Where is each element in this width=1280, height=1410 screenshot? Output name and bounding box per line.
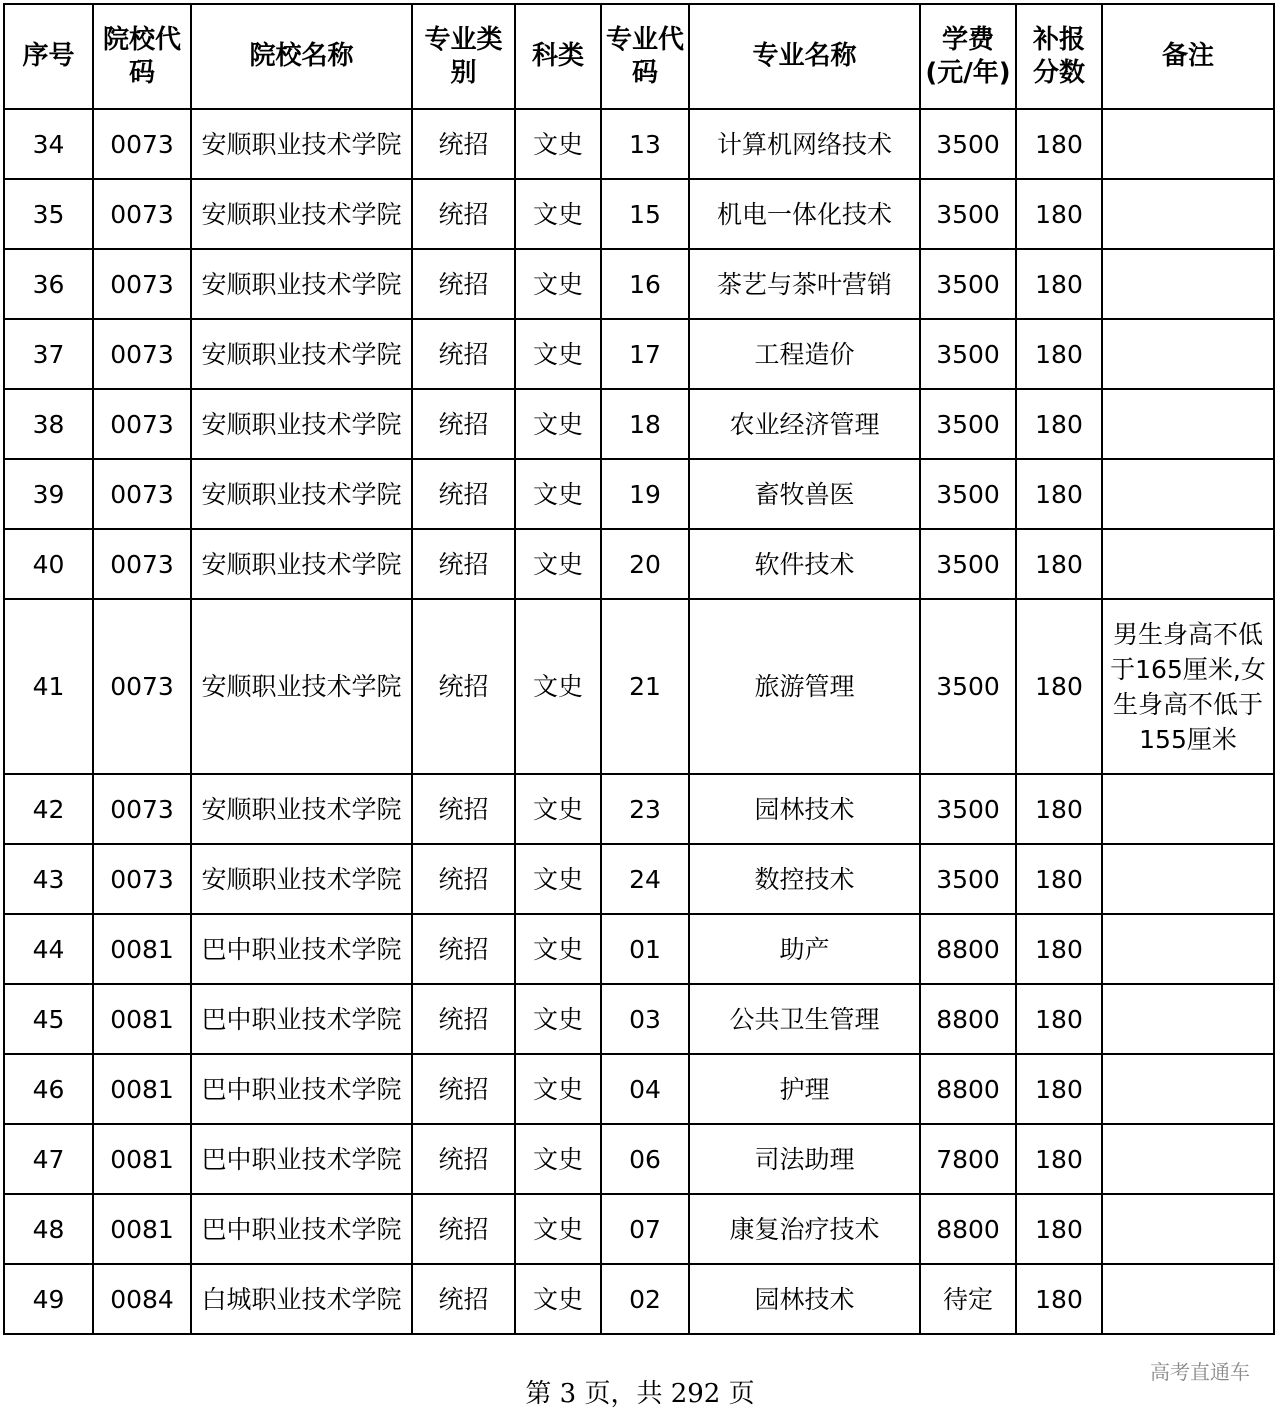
cell-major-name: 公共卫生管理 bbox=[689, 984, 920, 1054]
cell-major-code: 21 bbox=[601, 599, 689, 774]
cell-score: 180 bbox=[1016, 389, 1102, 459]
cell-major-name: 康复治疗技术 bbox=[689, 1194, 920, 1264]
cell-school-code: 0073 bbox=[93, 529, 191, 599]
table-row bbox=[4, 319, 1274, 389]
cell-score: 180 bbox=[1016, 1194, 1102, 1264]
cell-school-name: 巴中职业技术学院 bbox=[191, 1194, 412, 1264]
header-major-type: 专业类别 bbox=[412, 4, 515, 109]
cell-remark bbox=[1102, 1194, 1274, 1264]
cell-major-name: 工程造价 bbox=[689, 319, 920, 389]
cell-major-name: 园林技术 bbox=[689, 774, 920, 844]
cell-major-code: 23 bbox=[601, 774, 689, 844]
table-row bbox=[4, 1054, 1274, 1124]
cell-school-code: 0073 bbox=[93, 774, 191, 844]
cell-school-name: 巴中职业技术学院 bbox=[191, 914, 412, 984]
cell-remark bbox=[1102, 914, 1274, 984]
cell-tuition: 3500 bbox=[920, 459, 1016, 529]
cell-seq: 44 bbox=[4, 914, 93, 984]
cell-seq: 45 bbox=[4, 984, 93, 1054]
cell-tuition: 3500 bbox=[920, 844, 1016, 914]
cell-remark bbox=[1102, 179, 1274, 249]
cell-remark bbox=[1102, 459, 1274, 529]
cell-school-name: 安顺职业技术学院 bbox=[191, 249, 412, 319]
cell-major-name: 畜牧兽医 bbox=[689, 459, 920, 529]
cell-school-code: 0081 bbox=[93, 914, 191, 984]
cell-remark bbox=[1102, 774, 1274, 844]
table-row bbox=[4, 529, 1274, 599]
cell-major-code: 13 bbox=[601, 109, 689, 179]
cell-subject: 文史 bbox=[515, 1124, 601, 1194]
cell-major-code: 17 bbox=[601, 319, 689, 389]
cell-major-type: 统招 bbox=[412, 179, 515, 249]
cell-school-name: 安顺职业技术学院 bbox=[191, 529, 412, 599]
cell-score: 180 bbox=[1016, 179, 1102, 249]
cell-subject: 文史 bbox=[515, 459, 601, 529]
cell-seq: 38 bbox=[4, 389, 93, 459]
cell-school-code: 0084 bbox=[93, 1264, 191, 1334]
cell-score: 180 bbox=[1016, 1264, 1102, 1334]
cell-subject: 文史 bbox=[515, 179, 601, 249]
cell-subject: 文史 bbox=[515, 529, 601, 599]
cell-score: 180 bbox=[1016, 459, 1102, 529]
cell-score: 180 bbox=[1016, 599, 1102, 774]
cell-major-code: 19 bbox=[601, 459, 689, 529]
cell-school-code: 0073 bbox=[93, 249, 191, 319]
cell-major-code: 18 bbox=[601, 389, 689, 459]
cell-major-type: 统招 bbox=[412, 599, 515, 774]
cell-major-name: 护理 bbox=[689, 1054, 920, 1124]
cell-score: 180 bbox=[1016, 319, 1102, 389]
header-row bbox=[4, 4, 1274, 109]
cell-subject: 文史 bbox=[515, 1264, 601, 1334]
cell-seq: 47 bbox=[4, 1124, 93, 1194]
page-footer: 第 3 页，共 292 页 bbox=[525, 1379, 755, 1409]
cell-school-code: 0073 bbox=[93, 599, 191, 774]
cell-major-code: 24 bbox=[601, 844, 689, 914]
cell-score: 180 bbox=[1016, 844, 1102, 914]
cell-school-code: 0073 bbox=[93, 389, 191, 459]
cell-subject: 文史 bbox=[515, 844, 601, 914]
header-remark: 备注 bbox=[1102, 4, 1274, 109]
cell-subject: 文史 bbox=[515, 984, 601, 1054]
cell-school-name: 安顺职业技术学院 bbox=[191, 599, 412, 774]
cell-major-name: 数控技术 bbox=[689, 844, 920, 914]
table-row bbox=[4, 1264, 1274, 1334]
cell-school-code: 0073 bbox=[93, 109, 191, 179]
cell-major-type: 统招 bbox=[412, 459, 515, 529]
table-row bbox=[4, 844, 1274, 914]
cell-score: 180 bbox=[1016, 914, 1102, 984]
cell-score: 180 bbox=[1016, 1054, 1102, 1124]
cell-major-code: 15 bbox=[601, 179, 689, 249]
cell-tuition: 3500 bbox=[920, 529, 1016, 599]
cell-tuition: 7800 bbox=[920, 1124, 1016, 1194]
cell-school-name: 巴中职业技术学院 bbox=[191, 1054, 412, 1124]
cell-major-name: 司法助理 bbox=[689, 1124, 920, 1194]
cell-school-code: 0081 bbox=[93, 984, 191, 1054]
cell-remark bbox=[1102, 1264, 1274, 1334]
cell-seq: 36 bbox=[4, 249, 93, 319]
cell-remark bbox=[1102, 249, 1274, 319]
cell-subject: 文史 bbox=[515, 1054, 601, 1124]
cell-major-type: 统招 bbox=[412, 774, 515, 844]
cell-remark: 男生身高不低于165厘米,女生身高不低于155厘米 bbox=[1102, 599, 1274, 774]
table-row bbox=[4, 109, 1274, 179]
cell-tuition: 3500 bbox=[920, 109, 1016, 179]
cell-major-type: 统招 bbox=[412, 529, 515, 599]
cell-remark bbox=[1102, 389, 1274, 459]
cell-score: 180 bbox=[1016, 1124, 1102, 1194]
table-row bbox=[4, 389, 1274, 459]
cell-seq: 42 bbox=[4, 774, 93, 844]
cell-school-code: 0081 bbox=[93, 1124, 191, 1194]
header-major-name: 专业名称 bbox=[689, 4, 920, 109]
cell-school-name: 巴中职业技术学院 bbox=[191, 984, 412, 1054]
cell-seq: 37 bbox=[4, 319, 93, 389]
table-row bbox=[4, 179, 1274, 249]
header-school-name: 院校名称 bbox=[191, 4, 412, 109]
cell-tuition: 3500 bbox=[920, 599, 1016, 774]
cell-remark bbox=[1102, 1124, 1274, 1194]
cell-major-name: 软件技术 bbox=[689, 529, 920, 599]
cell-school-code: 0073 bbox=[93, 179, 191, 249]
cell-subject: 文史 bbox=[515, 599, 601, 774]
cell-major-code: 02 bbox=[601, 1264, 689, 1334]
cell-tuition: 8800 bbox=[920, 1054, 1016, 1124]
cell-seq: 39 bbox=[4, 459, 93, 529]
cell-major-name: 助产 bbox=[689, 914, 920, 984]
admission-table bbox=[3, 3, 1275, 1335]
header-score: 补报分数 bbox=[1016, 4, 1102, 109]
cell-score: 180 bbox=[1016, 109, 1102, 179]
cell-tuition: 8800 bbox=[920, 1194, 1016, 1264]
cell-major-type: 统招 bbox=[412, 1194, 515, 1264]
cell-remark bbox=[1102, 529, 1274, 599]
cell-major-name: 旅游管理 bbox=[689, 599, 920, 774]
cell-major-name: 机电一体化技术 bbox=[689, 179, 920, 249]
cell-tuition: 3500 bbox=[920, 389, 1016, 459]
cell-tuition: 3500 bbox=[920, 319, 1016, 389]
cell-school-code: 0081 bbox=[93, 1194, 191, 1264]
table-row bbox=[4, 599, 1274, 774]
table-row bbox=[4, 1124, 1274, 1194]
header-subject: 科类 bbox=[515, 4, 601, 109]
cell-major-code: 07 bbox=[601, 1194, 689, 1264]
cell-seq: 49 bbox=[4, 1264, 93, 1334]
table-row bbox=[4, 774, 1274, 844]
cell-tuition: 3500 bbox=[920, 179, 1016, 249]
cell-subject: 文史 bbox=[515, 774, 601, 844]
cell-school-name: 安顺职业技术学院 bbox=[191, 109, 412, 179]
cell-major-code: 16 bbox=[601, 249, 689, 319]
cell-major-code: 03 bbox=[601, 984, 689, 1054]
cell-seq: 46 bbox=[4, 1054, 93, 1124]
header-school-code: 院校代码 bbox=[93, 4, 191, 109]
cell-remark bbox=[1102, 319, 1274, 389]
cell-seq: 41 bbox=[4, 599, 93, 774]
table-row bbox=[4, 984, 1274, 1054]
cell-major-type: 统招 bbox=[412, 1054, 515, 1124]
watermark: 高考直通车 bbox=[1150, 1360, 1250, 1384]
cell-subject: 文史 bbox=[515, 109, 601, 179]
cell-major-code: 06 bbox=[601, 1124, 689, 1194]
table-row bbox=[4, 914, 1274, 984]
cell-seq: 43 bbox=[4, 844, 93, 914]
cell-subject: 文史 bbox=[515, 914, 601, 984]
cell-major-name: 园林技术 bbox=[689, 1264, 920, 1334]
cell-subject: 文史 bbox=[515, 249, 601, 319]
cell-major-code: 04 bbox=[601, 1054, 689, 1124]
cell-school-name: 安顺职业技术学院 bbox=[191, 459, 412, 529]
cell-seq: 40 bbox=[4, 529, 93, 599]
cell-tuition: 3500 bbox=[920, 774, 1016, 844]
table-row bbox=[4, 459, 1274, 529]
cell-remark bbox=[1102, 1054, 1274, 1124]
cell-remark bbox=[1102, 109, 1274, 179]
cell-major-type: 统招 bbox=[412, 1264, 515, 1334]
cell-score: 180 bbox=[1016, 529, 1102, 599]
cell-major-type: 统招 bbox=[412, 984, 515, 1054]
cell-seq: 35 bbox=[4, 179, 93, 249]
table-row bbox=[4, 249, 1274, 319]
cell-school-name: 安顺职业技术学院 bbox=[191, 844, 412, 914]
cell-major-type: 统招 bbox=[412, 389, 515, 459]
cell-tuition: 8800 bbox=[920, 984, 1016, 1054]
cell-school-name: 安顺职业技术学院 bbox=[191, 389, 412, 459]
cell-major-type: 统招 bbox=[412, 844, 515, 914]
cell-major-type: 统招 bbox=[412, 249, 515, 319]
cell-major-type: 统招 bbox=[412, 1124, 515, 1194]
cell-major-type: 统招 bbox=[412, 319, 515, 389]
cell-school-code: 0081 bbox=[93, 1054, 191, 1124]
cell-subject: 文史 bbox=[515, 1194, 601, 1264]
cell-school-name: 白城职业技术学院 bbox=[191, 1264, 412, 1334]
cell-major-type: 统招 bbox=[412, 109, 515, 179]
cell-seq: 34 bbox=[4, 109, 93, 179]
cell-school-code: 0073 bbox=[93, 459, 191, 529]
cell-seq: 48 bbox=[4, 1194, 93, 1264]
header-major-code: 专业代码 bbox=[601, 4, 689, 109]
cell-tuition: 待定 bbox=[920, 1264, 1016, 1334]
cell-tuition: 3500 bbox=[920, 249, 1016, 319]
cell-school-code: 0073 bbox=[93, 844, 191, 914]
cell-tuition: 8800 bbox=[920, 914, 1016, 984]
cell-school-name: 安顺职业技术学院 bbox=[191, 774, 412, 844]
cell-major-code: 01 bbox=[601, 914, 689, 984]
cell-major-name: 计算机网络技术 bbox=[689, 109, 920, 179]
cell-subject: 文史 bbox=[515, 319, 601, 389]
header-tuition: 学费(元/年) bbox=[920, 4, 1016, 109]
cell-remark bbox=[1102, 844, 1274, 914]
cell-remark bbox=[1102, 984, 1274, 1054]
cell-major-name: 茶艺与茶叶营销 bbox=[689, 249, 920, 319]
cell-major-type: 统招 bbox=[412, 914, 515, 984]
cell-school-code: 0073 bbox=[93, 319, 191, 389]
table-row bbox=[4, 1194, 1274, 1264]
cell-major-name: 农业经济管理 bbox=[689, 389, 920, 459]
cell-school-name: 安顺职业技术学院 bbox=[191, 319, 412, 389]
cell-score: 180 bbox=[1016, 249, 1102, 319]
cell-score: 180 bbox=[1016, 774, 1102, 844]
cell-school-name: 安顺职业技术学院 bbox=[191, 179, 412, 249]
header-seq: 序号 bbox=[4, 4, 93, 109]
cell-score: 180 bbox=[1016, 984, 1102, 1054]
cell-subject: 文史 bbox=[515, 389, 601, 459]
cell-school-name: 巴中职业技术学院 bbox=[191, 1124, 412, 1194]
cell-major-code: 20 bbox=[601, 529, 689, 599]
